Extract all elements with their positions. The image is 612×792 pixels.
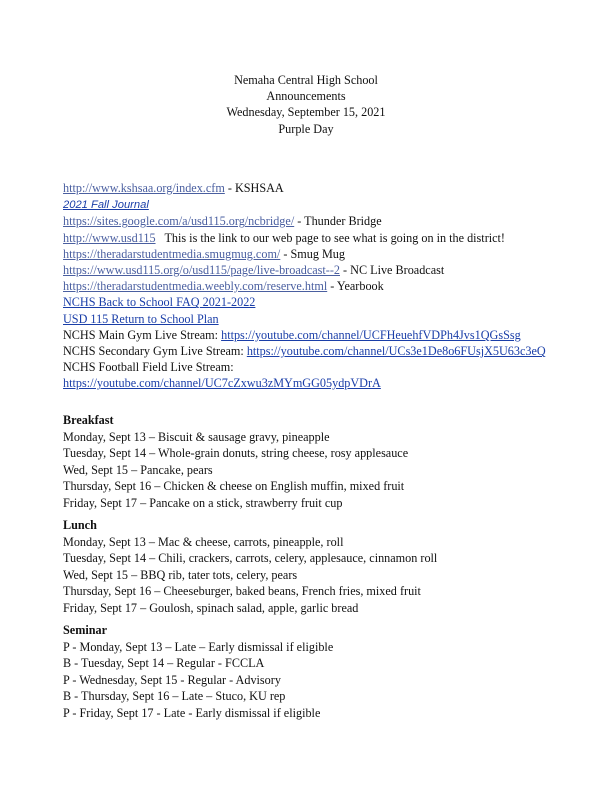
seminar-item: B - Thursday, Sept 16 – Late – Stuco, KU rep [63,689,286,703]
breakfast-item: Monday, Sept 13 – Biscuit & sausage gravy, pineapple [63,429,330,444]
school-name: Nemaha Central High School [234,73,378,87]
thunder-bridge-line [63,213,603,229]
breakfast-item: Thursday, Sept 16 – Chicken & cheese on English muffin, mixed fruit [63,479,405,493]
lunch-item: Tuesday, Sept 14 – Chili, crackers, carrots, celery, applesauce, cinnamon roll [63,551,438,565]
thunder-bridge-link[interactable]: https://sites.google.com/a/usd115.org/ncbridge/ [63,214,295,229]
football-label-line [63,359,603,375]
live-broadcast-label: - NC Live Broadcast [343,263,445,278]
return-plan-line [63,311,603,327]
seminar-item: B - Tuesday, Sept 14 – Regular - FCCLA [63,656,265,670]
breakfast-item: Tuesday, Sept 14 – Whole-grain donuts, string cheese, rosy applesauce [63,446,409,460]
seminar-item: P - Wednesday, Sept 15 - Regular - Advisory [63,672,281,687]
live-broadcast-link[interactable]: https://www.usd115.org/o/usd115/page/live-broadcast--2 [63,263,340,278]
football-link-line [63,375,603,391]
usd-link[interactable]: http://www.usd115 [63,230,156,245]
fall-journal-line [63,196,603,213]
seminar-item: P - Monday, Sept 13 – Late – Early dismissal if eligible [63,639,334,654]
yearbook-label: - Yearbook [330,279,384,294]
usd-line [63,230,603,246]
secondary-gym-label: NCHS Secondary Gym Live Stream: [63,344,244,359]
yearbook-line [63,278,603,294]
seminar-section [63,622,603,721]
main-gym-line [63,327,603,343]
lunch-item: Monday, Sept 13 – Mac & cheese, carrots, pineapple, roll [63,534,344,549]
smug-mug-line [63,246,603,262]
document-title: Announcements [266,89,346,104]
breakfast-item: Wed, Sept 15 – Pancake, pears [63,462,213,477]
thunder-bridge-label: - Thunder Bridge [297,214,382,229]
lunch-item: Thursday, Sept 16 – Cheeseburger, baked beans, French fries, mixed fruit [63,584,421,598]
lunch-section [63,517,603,616]
football-link[interactable]: https://youtube.com/channel/UC7cZxwu3zMYmGG05ydpVDrA [63,376,381,391]
lunch-item: Wed, Sept 15 – BBQ rib, tater tots, celery, pears [63,567,298,582]
live-broadcast-line [63,262,603,278]
fall-journal-link[interactable]: 2021 Fall Journal [63,199,149,212]
faq-line [63,294,603,310]
seminar-item: P - Friday, Sept 17 - Late - Early dismissal if eligible [63,705,321,720]
return-plan-link[interactable]: USD 115 Return to School Plan [63,311,219,326]
lunch-title: Lunch [63,518,97,532]
smug-mug-label: - Smug Mug [283,246,345,261]
football-label: NCHS Football Field Live Stream: [63,360,234,375]
kshsaa-link[interactable]: http://www.kshsaa.org/index.cfm [63,181,225,195]
kshsaa-line [63,180,603,196]
main-gym-link[interactable]: https://youtube.com/channel/UCFHeuehfVDPh4Jvs1QGsSsg [221,327,521,342]
breakfast-title: Breakfast [63,413,114,427]
breakfast-section [63,412,603,511]
yearbook-link[interactable]: https://theradarstudentmedia.weebly.com/reserve.html [63,279,328,294]
day-color: Purple Day [278,121,334,136]
secondary-gym-line [63,343,603,359]
main-gym-label: NCHS Main Gym Live Stream: [63,327,219,342]
smug-mug-link[interactable]: https://theradarstudentmedia.smugmug.com/ [63,246,281,261]
document-date: Wednesday, September 15, 2021 [226,105,386,120]
usd-label: This is the link to our web page to see what is going on in the district! [164,230,505,245]
links-section [63,180,603,392]
document-header [0,72,612,137]
secondary-gym-link[interactable]: https://youtube.com/channel/UCs3e1De8o6FUsjX5U63c3eQ [246,344,546,359]
lunch-item: Friday, Sept 17 – Goulosh, spinach salad, apple, garlic bread [63,600,359,615]
kshsaa-label: - KSHSAA [227,181,284,195]
faq-link[interactable]: NCHS Back to School FAQ 2021-2022 [63,295,256,310]
seminar-title: Seminar [63,623,108,637]
breakfast-item: Friday, Sept 17 – Pancake on a stick, strawberry fruit cup [63,495,343,510]
